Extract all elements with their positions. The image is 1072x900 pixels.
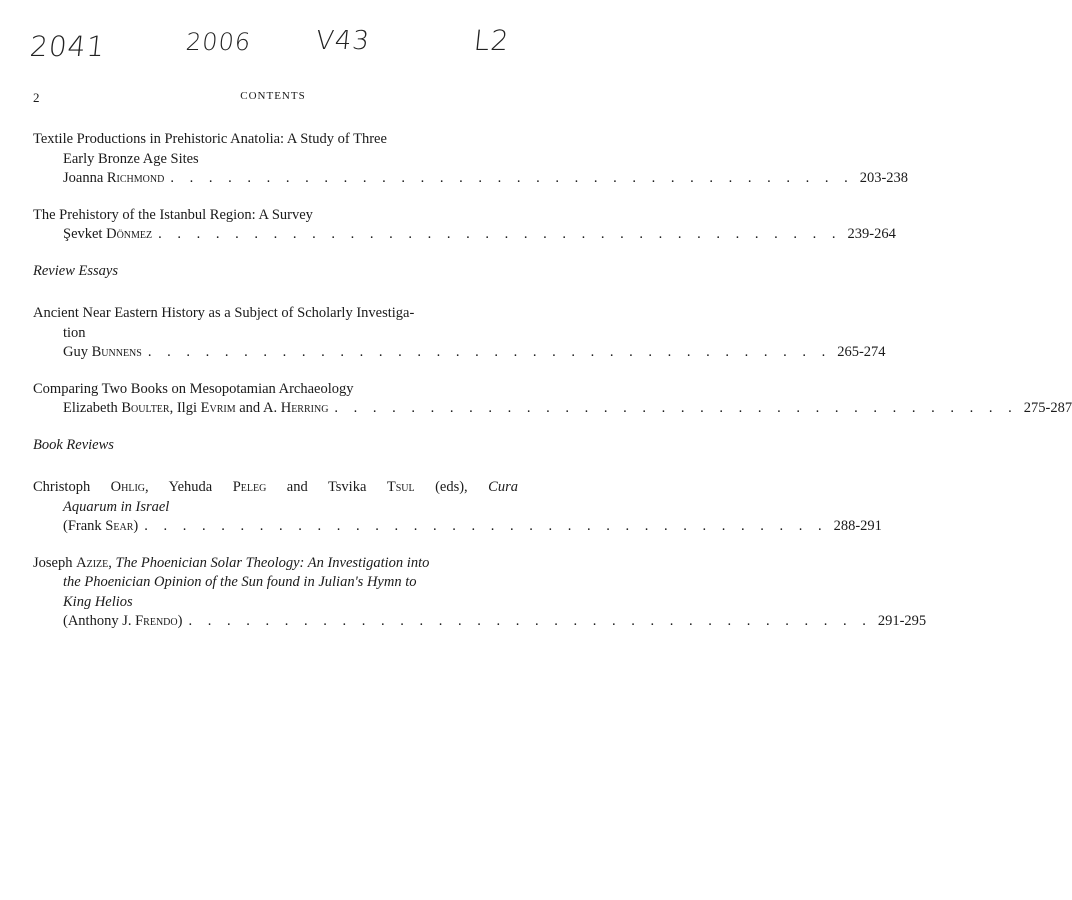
entry-author: Guy Bunnens (63, 344, 142, 360)
entry-author: Şevket Dönmez (63, 226, 153, 242)
entry-title: The Prehistory of the Istanbul Region: A Survey (33, 206, 313, 223)
entry-title: Early Bronze Age Sites (63, 150, 199, 167)
handwritten-annotations (0, 24, 545, 68)
entry-pages: 265-274 (837, 344, 886, 360)
entry-reviewer: (Anthony J. Frendo) (63, 613, 183, 629)
entry-title: Joseph Azize, The Phoenician Solar Theology: An Investigation into (33, 554, 430, 571)
toc-entry (33, 554, 927, 632)
dot-leader: . . . . . . . . . . . . . . . . . . . . . . . . . . . . . . . . . . . . (147, 344, 832, 360)
entry-author-row (33, 225, 896, 245)
entry-author-row (33, 399, 1072, 419)
entry-author: Joanna Richmond (63, 170, 165, 186)
handwritten-note: 2041 (28, 30, 107, 63)
entry-pages: 239-264 (847, 226, 896, 242)
entry-pages: 203-238 (859, 170, 909, 186)
entry-title: Comparing Two Books on Mesopotamian Archaeology (33, 380, 354, 397)
entry-pages: 275-287 (1023, 400, 1072, 416)
dot-leader: . . . . . . . . . . . . . . . . . . . . . . . . . . . . . . . . . . . . (170, 170, 854, 186)
table-of-contents (33, 130, 1072, 649)
toc-entry (33, 478, 882, 537)
page-number: 2 (33, 90, 40, 105)
entry-author: Elizabeth Boulter, Ilgi Evrim and A. Herring (63, 400, 329, 416)
dot-leader: . . . . . . . . . . . . . . . . . . . . . . . . . . . . . . . . . . . . (158, 226, 842, 242)
entry-pages: 291-295 (877, 613, 927, 629)
handwritten-note: V43 (314, 26, 372, 56)
toc-entry (33, 130, 909, 189)
entry-reviewer: (Frank Sear) (63, 518, 139, 534)
toc-entry (33, 380, 1072, 419)
running-title: CONTENTS (240, 90, 306, 102)
dot-leader: . . . . . . . . . . . . . . . . . . . . . . . . . . . . . . . . . . . . (144, 518, 828, 534)
entry-title: King Helios (63, 593, 133, 610)
entry-author-row (33, 169, 909, 189)
section-heading-review-essays: Review Essays (33, 262, 118, 279)
handwritten-note: 2006 (184, 28, 253, 56)
dot-leader: . . . . . . . . . . . . . . . . . . . . . . . . . . . . . . . . . . . . (188, 613, 872, 629)
toc-entry (33, 304, 886, 363)
entry-title: tion (63, 324, 86, 341)
entry-title: Ancient Near Eastern History as a Subject of Scholarly Investiga- (33, 305, 415, 321)
section-heading-book-reviews: Book Reviews (33, 436, 114, 453)
entry-title: Textile Productions in Prehistoric Anatolia: A Study of Three (33, 131, 387, 147)
entry-author-row (33, 517, 882, 537)
entry-title: Aquarum in Israel (63, 498, 170, 515)
handwritten-note: L2 (472, 24, 512, 57)
entry-author-row (33, 612, 927, 632)
entry-pages: 288-291 (833, 518, 882, 534)
entry-title: Christoph Ohlig, Yehuda Peleg and Tsvika Tsul (eds), Cura (33, 479, 518, 495)
toc-entry (33, 206, 896, 245)
dot-leader: . . . . . . . . . . . . . . . . . . . . . . . . . . . . . . . . . . . . (334, 400, 1018, 416)
entry-title: the Phoenician Opinion of the Sun found in Julian's Hymn to (63, 574, 417, 590)
page-header (33, 90, 513, 108)
entry-author-row (33, 343, 886, 363)
